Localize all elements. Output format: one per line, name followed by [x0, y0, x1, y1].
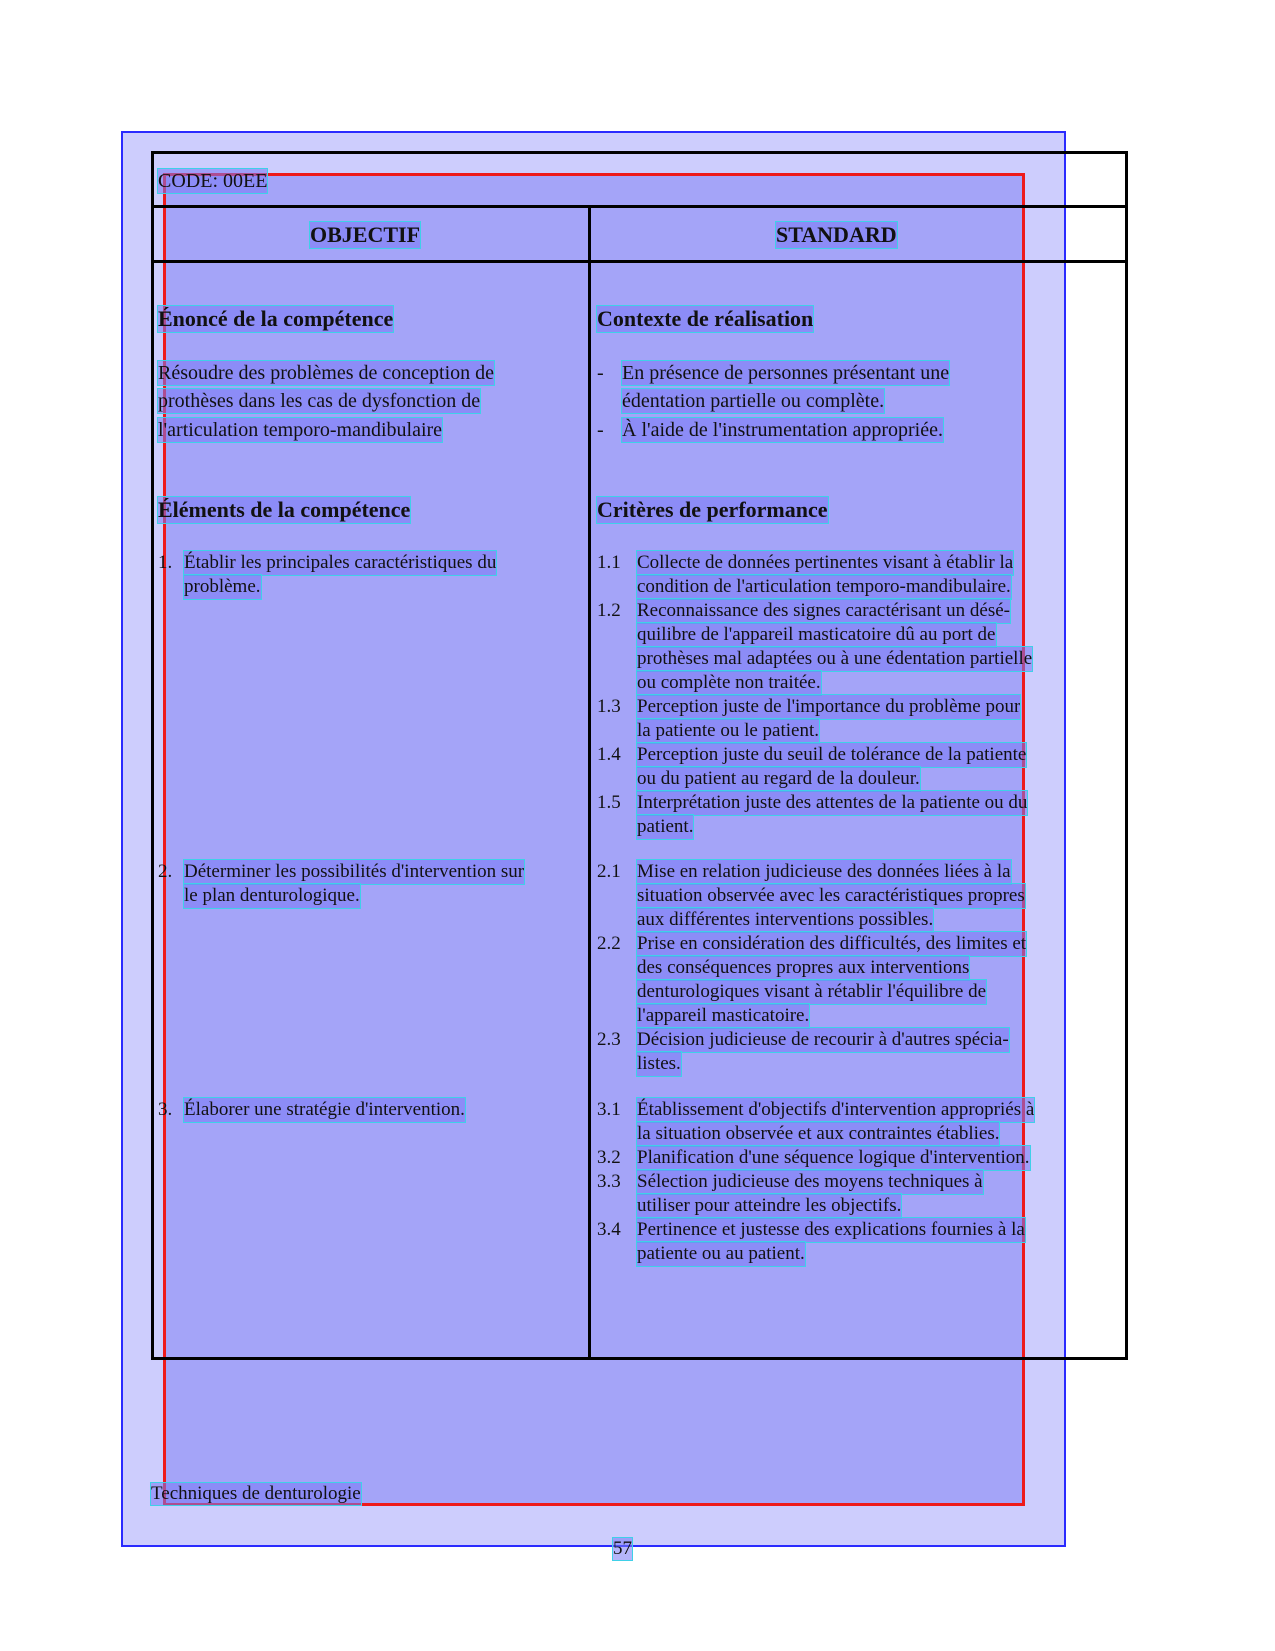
critere-line: condition de l'articulation temporo-mandibulaire. — [637, 576, 1011, 597]
critere-line: Pertinence et justesse des explications fournies à la — [637, 1219, 1025, 1240]
footer-program: Techniques de denturologie — [151, 1483, 361, 1504]
critere-number: 1.5 — [597, 792, 621, 813]
critere-line: denturologiques visant à rétablir l'équilibre de — [637, 981, 987, 1002]
critere-number: 1.2 — [597, 600, 621, 621]
critere-line: l'appareil masticatoire. — [637, 1005, 810, 1026]
critere-line: Perception juste du seuil de tolérance de la patiente — [637, 744, 1027, 765]
critere-number: 1.1 — [597, 552, 621, 573]
critere-line: la situation observée et aux contraintes établies. — [637, 1123, 1000, 1144]
page-number: 57 — [613, 1538, 632, 1559]
enonce-line: Résoudre des problèmes de conception de — [158, 362, 495, 384]
critere-number: 2.1 — [597, 861, 621, 882]
critere-line: situation observée avec les caractéristiques propres — [637, 885, 1025, 906]
critere-line: des conséquences propres aux interventions — [637, 957, 970, 978]
critere-line: Prise en considération des difficultés, des limites et — [637, 933, 1027, 954]
enonce-line: l'articulation temporo-mandibulaire — [158, 419, 443, 441]
header-objectif: OBJECTIF — [310, 222, 421, 247]
critere-number: 2.2 — [597, 933, 621, 954]
critere-line: patiente ou au patient. — [637, 1243, 805, 1264]
table-rule-bottom-header — [151, 260, 1128, 263]
critere-line: Établissement d'objectifs d'intervention appropriés à — [637, 1099, 1035, 1120]
table-rule-top-header — [151, 205, 1128, 208]
contexte-heading: Contexte de réalisation — [597, 306, 814, 331]
contexte-line: À l'aide de l'instrumentation appropriée. — [622, 419, 943, 441]
critere-line: quilibre de l'appareil masticatoire dû au port de — [637, 624, 996, 645]
criteres-heading: Critères de performance — [597, 497, 828, 522]
critere-line: Planification d'une séquence logique d'intervention. — [637, 1147, 1030, 1168]
critere-line: ou du patient au regard de la douleur. — [637, 768, 920, 789]
contexte-line: édentation partielle ou complète. — [622, 390, 885, 412]
critere-number: 1.4 — [597, 744, 621, 765]
critere-line: prothèses mal adaptées ou à une édentation partielle — [637, 648, 1033, 669]
element-line: problème. — [184, 576, 261, 597]
critere-line: listes. — [637, 1053, 681, 1074]
critere-line: Sélection judicieuse des moyens techniques à — [637, 1171, 983, 1192]
critere-line: Collecte de données pertinentes visant à établir la — [637, 552, 1014, 573]
critere-line: aux différentes interventions possibles. — [637, 909, 934, 930]
element-line: Déterminer les possibilités d'intervention sur — [184, 861, 525, 882]
element-number: 2. — [158, 861, 173, 882]
critere-number: 2.3 — [597, 1029, 621, 1050]
enonce-heading: Énoncé de la compétence — [158, 306, 394, 331]
critere-line: la patiente ou le patient. — [637, 720, 820, 741]
contexte-line: En présence de personnes présentant une — [622, 362, 950, 384]
enonce-line: prothèses dans les cas de dysfonction de — [158, 390, 481, 412]
critere-line: Perception juste de l'importance du problème pour — [637, 696, 1021, 717]
critere-line: Mise en relation judicieuse des données liées à la — [637, 861, 1011, 882]
critere-line: Décision judicieuse de recourir à d'autres spécia- — [637, 1029, 1009, 1050]
contexte-dash: - — [597, 419, 604, 441]
element-number: 3. — [158, 1099, 173, 1120]
critere-number: 3.1 — [597, 1099, 621, 1120]
critere-line: Reconnaissance des signes caractérisant un désé- — [637, 600, 1010, 621]
elements-heading: Éléments de la compétence — [158, 497, 411, 522]
critere-number: 3.3 — [597, 1171, 621, 1192]
code-label: CODE: 00EE — [158, 170, 268, 192]
critere-line: utiliser pour atteindre les objectifs. — [637, 1195, 902, 1216]
contexte-dash: - — [597, 362, 604, 384]
critere-number: 1.3 — [597, 696, 621, 717]
element-line: le plan denturologique. — [184, 885, 360, 906]
critere-line: patient. — [637, 816, 694, 837]
critere-number: 3.4 — [597, 1219, 621, 1240]
element-line: Établir les principales caractéristiques du — [184, 552, 497, 573]
header-standard: STANDARD — [776, 222, 897, 247]
critere-line: ou complète non traitée. — [637, 672, 821, 693]
element-number: 1. — [158, 552, 173, 573]
table-column-divider — [588, 205, 591, 1360]
critere-line: Interprétation juste des attentes de la patiente ou du — [637, 792, 1028, 813]
critere-number: 3.2 — [597, 1147, 621, 1168]
element-line: Élaborer une stratégie d'intervention. — [184, 1099, 465, 1120]
